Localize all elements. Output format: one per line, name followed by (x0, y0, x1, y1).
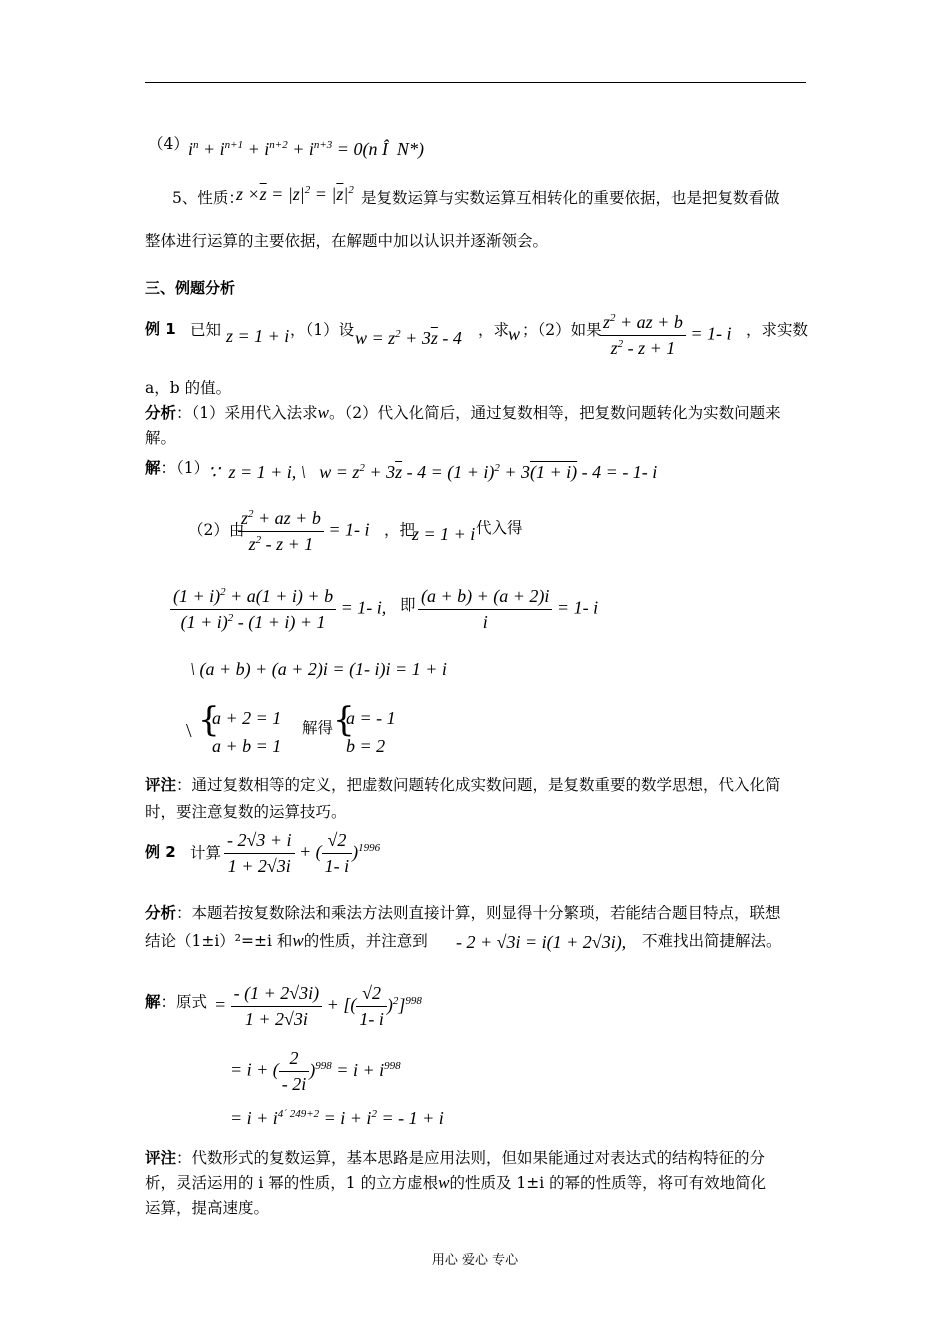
header-rule (145, 82, 806, 83)
example1-ab-line: a，b 的值。 (145, 379, 232, 397)
example1-ask: ，求 (478, 321, 510, 339)
example1-z: z = 1 + i (226, 326, 290, 346)
example2-analysis-line1: 分析：本题若按复数除法和乘法方法则直接计算，则显得十分繁琐，若能结合题目特点，联想 (145, 904, 781, 922)
example2-analysis-tail: 不难找出简捷解法。 (642, 932, 782, 950)
example1-comment-line2: 时，要注意复数的运算技巧。 (145, 803, 347, 821)
example2-comment-line3: 运算，提高速度。 (145, 1199, 270, 1217)
example2-expression: $\frac{- 2√3 + i}{1 + 2√3i}$ + ( $\frac{√2}{1- i}$ )$^{1996}$ (224, 830, 380, 877)
item-4-label: （4） (148, 135, 189, 153)
section-heading: 三、例题分析 (145, 279, 236, 297)
example1-condition: $\frac{z^2 + az + b}{z^2 - z + 1}$ = 1- i (600, 312, 731, 359)
example1-solution-prefix: 解：（1） (145, 459, 210, 477)
solve-word: 解得 (302, 719, 334, 737)
example1-analysis-line2: 解。 (145, 429, 177, 447)
item-4-formula: $i^n + i^{n+1} + i^{n+2} + i^{n+3} = 0(n$ Î N*) (188, 139, 424, 159)
example2-comment-line1: 评注：代数形式的复数运算，基本思路是应用法则，但如果能通过对表达式的结构特征的分 (145, 1149, 766, 1167)
example1-solution-2-prefix: （2）由 (188, 521, 245, 539)
example2-analysis-line2: 结论（1±i）²=±i 和w的性质，并注意到 (145, 931, 428, 950)
prop5-label: 5、性质： (172, 189, 244, 207)
system2-brace: { (333, 700, 355, 740)
prop5-text1: 是复数运算与实数运算互相转化的重要依据，也是把复数看做 (361, 189, 780, 207)
example2-solution-step2: = i + ( $\frac{2}{- 2i}$ )$^{998} = i + i^{998}$ (230, 1048, 401, 1094)
prop5-formula: $z \times\overline{z} = |z|^2 = |\overline{z}|^2$ (236, 184, 354, 204)
example2-solution-step3: = $i + i^{4´ 249+2} = i + i^2$ = - 1 + i (230, 1108, 444, 1128)
analysis-label: 分析 (145, 404, 177, 422)
example1-solution-2-z: z = 1 + i (412, 524, 476, 544)
example1-part1: ，（1）设 (290, 321, 355, 339)
prop5-text2: 整体进行运算的主要依据，在解题中加以认识并逐渐领会。 (145, 232, 549, 250)
example1-therefore-2: \ (186, 720, 192, 742)
example2-solution-prefix: 解：原式 (145, 993, 208, 1011)
example1-solution-2-tail: 代入得 (476, 519, 523, 537)
example1-find: ，求实数 (746, 321, 809, 339)
system2-eq2: b = 2 (346, 736, 386, 756)
example1-solution-1: ∵ z = 1 + i, \ $w = z^2 + 3\overline{z} - 4 = (1 + i)^2 + 3(1 + i) - 4$ = - 1- i (208, 462, 658, 482)
example1-therefore: \ (a + b) + (a + 2)i = (1- i)i = 1 + i (190, 659, 447, 679)
example2-calc: 计算 (190, 844, 222, 862)
page-footer: 用心 爱心 专心 (431, 1253, 519, 1268)
example1-solution-2-eq: $\frac{z^2 + az + b}{z^2 - z + 1}$ = 1- i (238, 508, 369, 555)
example1-comment-line1: 评注：通过复数相等的定义，把虚数问题转化成实数问题，是复数重要的数学思想，代入化简 (145, 776, 781, 794)
example1-step-ji: 即 (400, 596, 416, 614)
example1-w: w (508, 324, 521, 344)
example2-solution-step1: = $\frac{- (1 + 2√3i)}{1 + 2√3i}$ + [( $\frac{√2}{1- i}$ )$^2$]$^{998}$ (214, 983, 422, 1029)
example1-w-def: $w = z^2 + 3\overline{z} - 4$ (355, 328, 462, 348)
example1-solution-2-sub: ，把 (384, 521, 416, 539)
system2-eq1: a = - 1 (346, 708, 396, 728)
example1-step-2: $\frac{(a + b) + (a + 2)i}{i}$ = 1- i (418, 586, 598, 633)
example2-label: 例 2 (145, 843, 176, 861)
system1-brace: { (198, 700, 220, 740)
system1-eq2: a + b = 1 (212, 736, 282, 756)
example1-part2: ；（2）如果 (522, 321, 602, 339)
example1-label: 例 1 (145, 320, 176, 338)
example1-step-1: $\frac{(1 + i)^2 + a(1 + i) + b}{(1 + i)^2 - (1 + i) + 1}$ = 1- i, (170, 586, 386, 633)
system1-eq1: a + 2 = 1 (212, 708, 282, 728)
example1-known: 已知 (190, 321, 222, 339)
example2-analysis-formula: - 2 + √3i = i(1 + 2√3i), (456, 932, 627, 952)
example2-comment-line2: 析，灵活运用的 i 幂的性质，1 的立方虚根w的性质及 1±i 的幂的性质等，将可有效地简化 (145, 1173, 767, 1192)
example1-analysis-line1: 分析：（1）采用代入法求w。（2）代入化简后，通过复数相等，把复数问题转化为实数问题来 (145, 403, 781, 422)
